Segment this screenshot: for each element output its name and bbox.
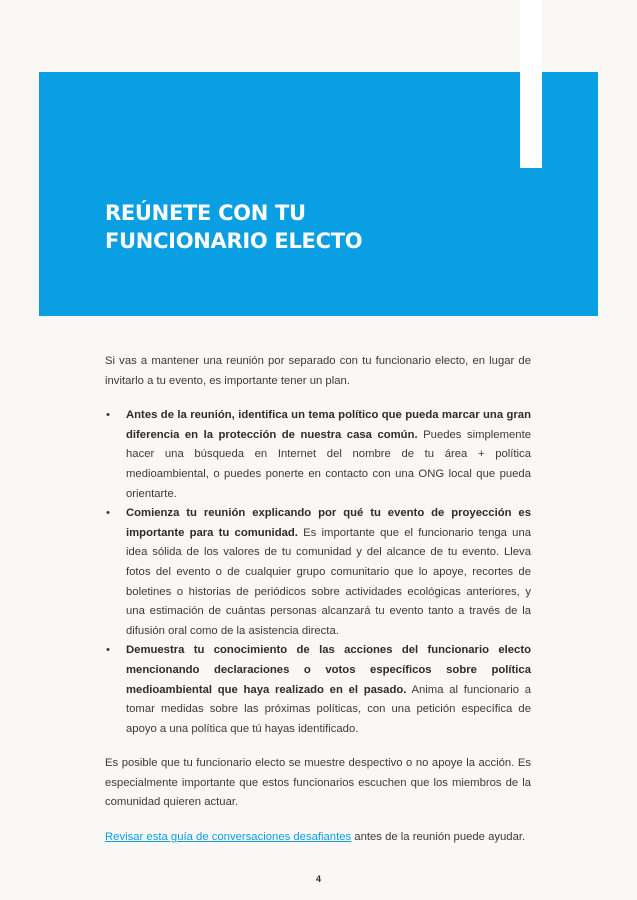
main-content	[105, 352, 531, 848]
list-item-heading: Antes de la reunión, identifica un tema político que pueda marcar una gran diferencia en la protección de nuestra casa común.	[126, 409, 531, 441]
intro-paragraph: Si vas a mantener una reunión por separado con tu funcionario electo, en lugar de invitarlo a tu evento, es importante tener un plan.	[105, 355, 531, 387]
decorative-bar	[520, 0, 542, 168]
page-title-line-2: FUNCIONARIO ELECTO	[105, 229, 363, 253]
page-title	[105, 199, 362, 255]
list-item	[105, 504, 531, 641]
tips-list	[105, 406, 531, 739]
closing-paragraph: Es posible que tu funcionario electo se muestre despectivo o no apoye la acción. Es especialmente importante que estos funcionarios escuchen que los miembros de la comunidad quieren actuar.	[105, 757, 531, 809]
list-item-text: Puedes simplemente hacer una búsqueda en Internet del nombre de tu área + política medioambiental, o puedes ponerte en contacto con una ONG local que pueda orientarte.	[126, 428, 531, 500]
guide-paragraph-suffix: antes de la reunión puede ayudar.	[351, 831, 526, 844]
list-item	[105, 406, 531, 504]
list-item	[105, 641, 531, 739]
list-item-text: Anima al funcionario a tomar medidas sobre las próximas políticas, con una petición específica de apoyo a una política que tú hayas identificado.	[126, 683, 531, 735]
page-number: 4	[315, 874, 321, 884]
list-item-text: Es importante que el funcionario tenga una idea sólida de los valores de tu comunidad y del alcance de tu evento. Lleva fotos del evento o de cualquier grupo comunitario que lo apoye, recortes de boletines o historias de periódicos sobre actividades ecológicas anteriores, y una estimación de cuántas personas alcanzará tu evento tanto a través de la difusión oral como de la asistencia directa.	[126, 526, 532, 637]
guide-paragraph	[105, 828, 531, 848]
list-item-heading: Comienza tu reunión explicando por qué tu evento de proyección es importante para tu comunidad.	[126, 507, 531, 539]
list-item-heading: Demuestra tu conocimiento de las acciones del funcionario electo mencionando declaraciones o votos específicos sobre política medioambiental que haya realizado en el pasado.	[126, 644, 531, 696]
header-banner	[39, 72, 598, 316]
page-title-line-1: REÚNETE CON TU	[105, 201, 306, 225]
challenging-conversations-guide-link[interactable]: Revisar esta guía de conversaciones desafiantes	[105, 831, 352, 844]
